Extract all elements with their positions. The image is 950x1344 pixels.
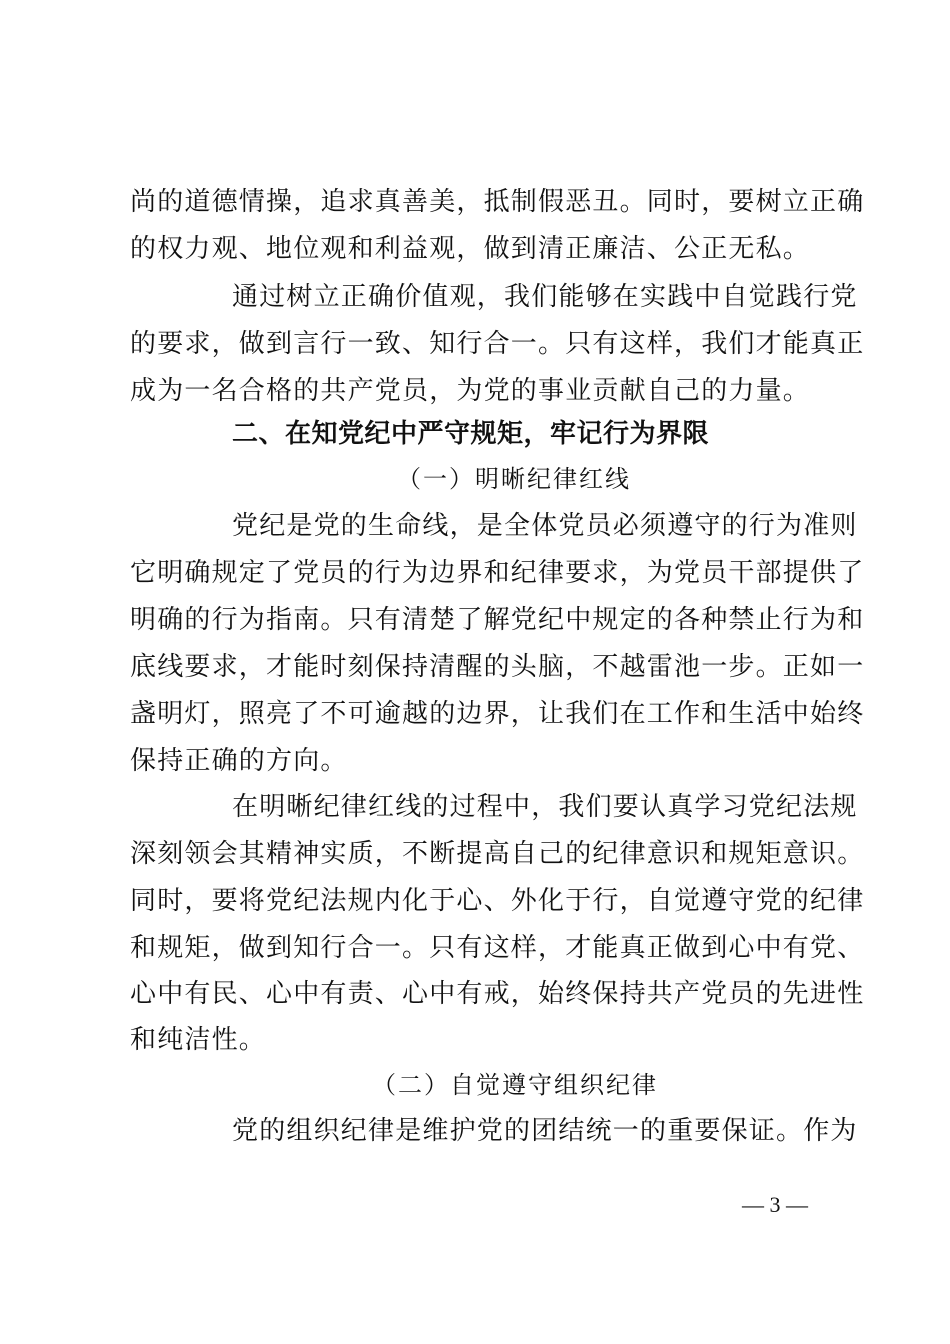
paragraph-line: 同时，要将党纪法规内化于心、外化于行，自觉遵守党的纪律 — [130, 886, 865, 916]
paragraph-line: 党纪是党的生命线，是全体党员必须遵守的行为准则 — [232, 511, 858, 541]
paragraph-line: 和纯洁性。 — [130, 1025, 267, 1055]
paragraph-line: 底线要求，才能时刻保持清醒的头脑，不越雷池一步。正如一 — [130, 652, 865, 682]
page-number: — 3 — — [742, 1192, 808, 1217]
section-heading: 二、在知党纪中严守规矩，牢记行为界限 — [232, 419, 710, 449]
paragraph-line: 明确的行为指南。只有清楚了解党纪中规定的各种禁止行为和 — [130, 605, 865, 635]
paragraph-line: 尚的道德情操，追求真善美，抵制假恶丑。同时，要树立正确 — [130, 187, 865, 217]
subsection-heading: （二）自觉遵守组织纪律 — [372, 1071, 658, 1099]
paragraph-line: 在明晰纪律红线的过程中，我们要认真学习党纪法规 — [232, 792, 858, 822]
paragraph-line: 它明确规定了党员的行为边界和纪律要求，为党员干部提供了 — [130, 558, 865, 588]
paragraph-line: 和规矩，做到知行合一。只有这样，才能真正做到心中有党、 — [130, 933, 865, 963]
paragraph-line: 心中有民、心中有责、心中有戒，始终保持共产党员的先进性 — [130, 979, 865, 1009]
paragraph-line: 成为一名合格的共产党员，为党的事业贡献自己的力量。 — [130, 376, 811, 406]
paragraph-line: 盏明灯，照亮了不可逾越的边界，让我们在工作和生活中始终 — [130, 699, 865, 729]
subsection-heading: （一）明晰纪律红线 — [397, 465, 631, 493]
paragraph-line: 党的组织纪律是维护党的团结统一的重要保证。作为 — [232, 1116, 858, 1146]
paragraph-line: 的要求，做到言行一致、知行合一。只有这样，我们才能真正 — [130, 329, 865, 359]
paragraph-line: 保持正确的方向。 — [130, 746, 348, 776]
paragraph-line: 深刻领会其精神实质，不断提高自己的纪律意识和规矩意识。 — [130, 839, 865, 869]
paragraph-line: 通过树立正确价值观，我们能够在实践中自觉践行党 — [232, 282, 858, 312]
paragraph-line: 的权力观、地位观和利益观，做到清正廉洁、公正无私。 — [130, 234, 811, 264]
